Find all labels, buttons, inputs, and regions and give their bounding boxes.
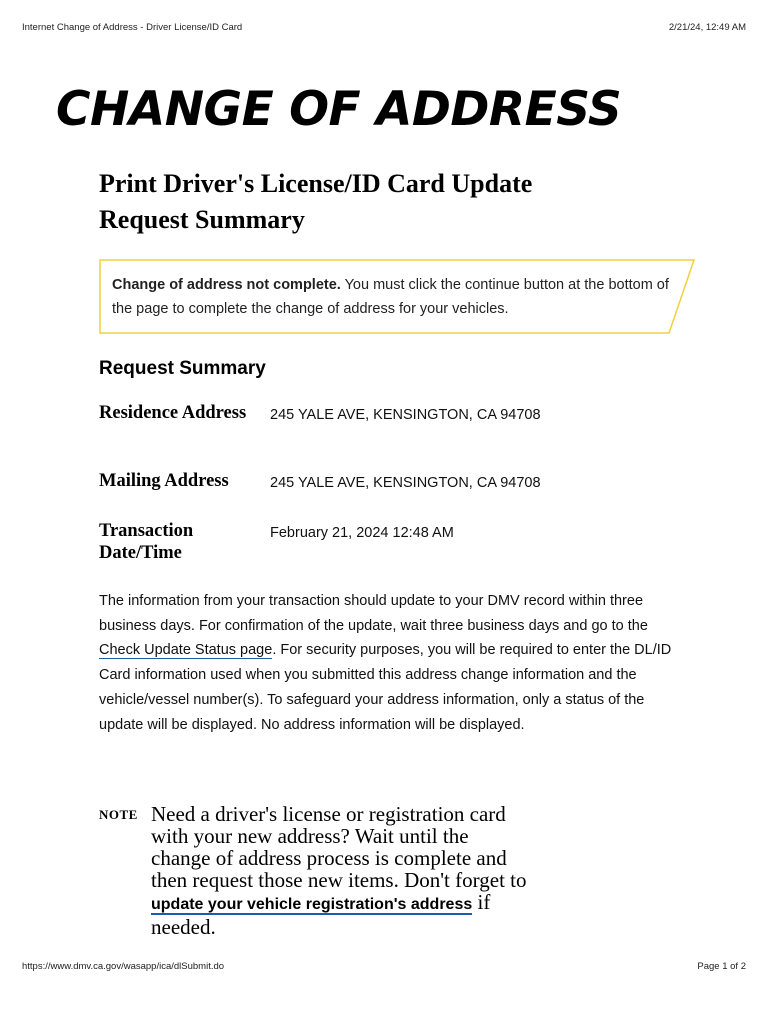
print-footer	[22, 961, 746, 972]
alert-body-text: You must click the continue button at the bottom of the page to complete the change of address for your vehicles.	[112, 277, 669, 317]
alert-box	[99, 259, 695, 334]
alert-message	[112, 273, 672, 321]
info-paragraph	[99, 589, 679, 737]
note-text	[151, 803, 531, 938]
info-text-before-link: The information from your transaction should update to your DMV record within three business days. For confirmation of the update, wait three business days and go to the	[99, 593, 648, 634]
note-label: NOTE	[99, 807, 138, 822]
note-text-before-link: Need a driver's license or registration card with your new address? Wait until the change of address process is complete and then request those new items. Don't forget to	[151, 802, 527, 892]
print-document-title: Internet Change of Address - Driver License/ID Card	[22, 22, 243, 33]
residence-address-value: 245 YALE AVE, KENSINGTON, CA 94708	[270, 407, 541, 423]
residence-address-label: Residence Address	[99, 403, 247, 423]
note-text-after-link: if needed.	[151, 890, 491, 939]
page-subtitle: Print Driver's License/ID Card Update Request Summary	[99, 169, 533, 234]
page-title: CHANGE OF ADDRESS	[56, 82, 622, 137]
transaction-datetime-value: February 21, 2024 12:48 AM	[270, 525, 454, 541]
page-indicator: Page 1 of 2	[697, 961, 746, 972]
transaction-datetime-label: Transaction Date/Time	[99, 521, 194, 563]
request-summary-heading: Request Summary	[99, 358, 266, 379]
mailing-address-label: Mailing Address	[99, 471, 229, 491]
print-datetime: 2/21/24, 12:49 AM	[668, 22, 746, 33]
mailing-address-value: 245 YALE AVE, KENSINGTON, CA 94708	[270, 475, 541, 491]
alert-strong-text: Change of address not complete.	[112, 277, 341, 293]
print-header	[22, 22, 746, 33]
update-vehicle-registration-link[interactable]: update your vehicle registration's address	[151, 896, 473, 913]
print-url: https://www.dmv.ca.gov/wasapp/ica/dlSubmit.do	[22, 961, 225, 972]
info-text-after-link: . For security purposes, you will be required to enter the DL/ID Card information used when you submitted this address change information and the vehicle/vessel number(s). To safeguard your address information, only a status of the update will be displayed. No address information will be displayed.	[99, 642, 672, 733]
check-update-status-link[interactable]: Check Update Status page	[99, 642, 273, 659]
